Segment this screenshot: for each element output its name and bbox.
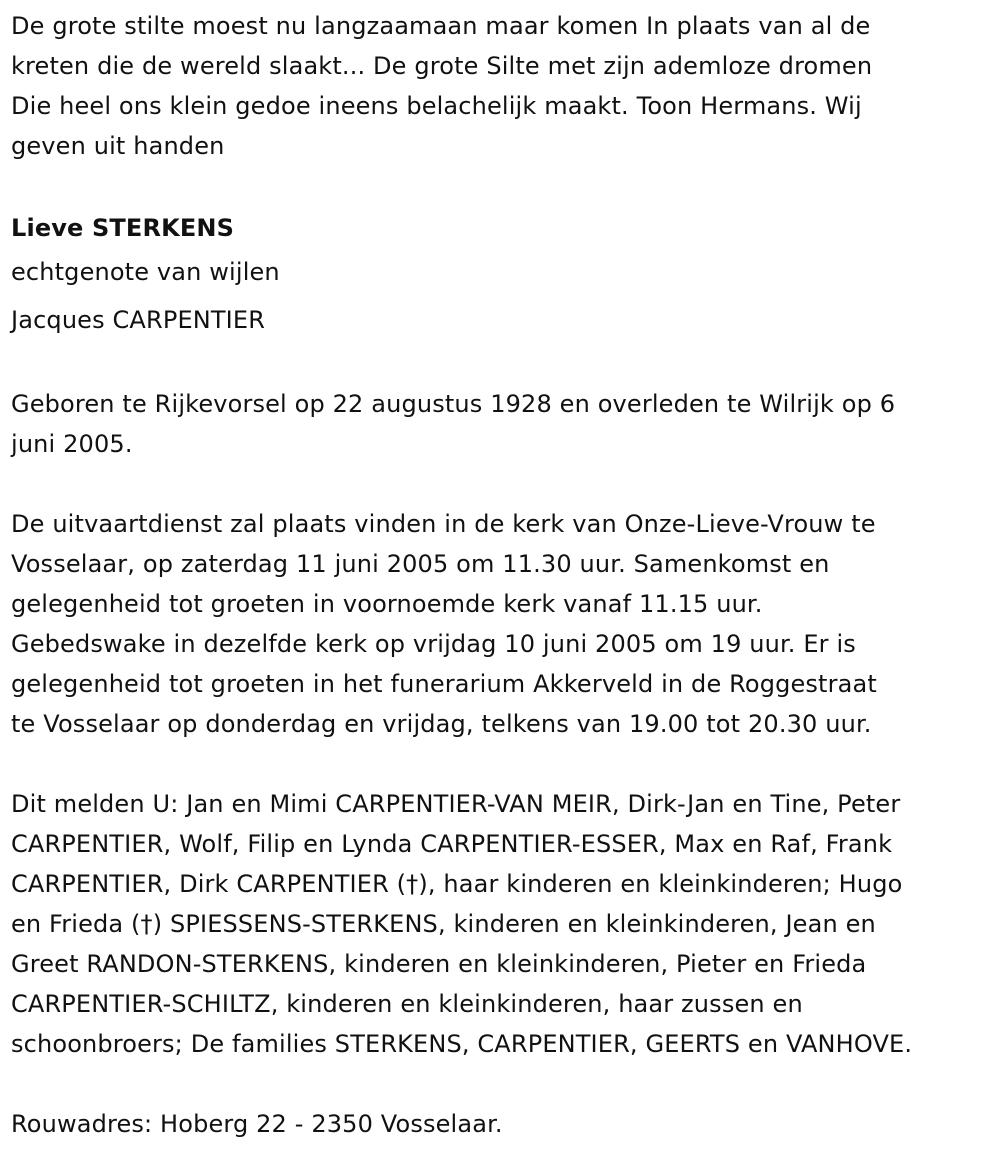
paragraph-line: Geboren te Rijkevorsel op 22 augustus 1928 en overleden te Wilrijk op 6 xyxy=(11,390,896,418)
paragraph-line: gelegenheid tot groeten in voornoemde kerk vanaf 11.15 uur. xyxy=(11,590,763,618)
paragraph-line: te Vosselaar op donderdag en vrijdag, telkens van 19.00 tot 20.30 uur. xyxy=(11,710,872,738)
paragraph-line: gelegenheid tot groeten in het funerarium Akkerveld in de Roggestraat xyxy=(11,670,877,698)
intro-poem xyxy=(11,6,991,166)
intro-line: De grote stilte moest nu langzaamaan maar komen In plaats van al de xyxy=(11,12,871,40)
birth-death-paragraph xyxy=(11,384,991,464)
spacer xyxy=(11,464,991,504)
paragraph-line: Gebedswake in dezelfde kerk op vrijdag 10 juni 2005 om 19 uur. Er is xyxy=(11,630,856,658)
paragraph-line: CARPENTIER-SCHILTZ, kinderen en kleinkinderen, haar zussen en xyxy=(11,990,803,1018)
mourning-address: Rouwadres: Hoberg 22 - 2350 Vosselaar. xyxy=(11,1110,503,1138)
spacer xyxy=(11,166,991,206)
family-paragraph xyxy=(11,784,991,1064)
paragraph-line: juni 2005. xyxy=(11,430,133,458)
spacer xyxy=(11,744,991,784)
paragraph-line: Dit melden U: Jan en Mimi CARPENTIER-VAN MEIR, Dirk-Jan en Tine, Peter xyxy=(11,790,901,818)
paragraph-line: De uitvaartdienst zal plaats vinden in de kerk van Onze-Lieve-Vrouw te xyxy=(11,510,876,538)
spouse-relation: echtgenote van wijlen xyxy=(11,258,280,286)
paragraph-line: en Frieda (†) SPIESSENS-STERKENS, kinderen en kleinkinderen, Jean en xyxy=(11,910,876,938)
paragraph-line: CARPENTIER, Dirk CARPENTIER (†), haar kinderen en kleinkinderen; Hugo xyxy=(11,870,903,898)
paragraph-line: CARPENTIER, Wolf, Filip en Lynda CARPENTIER-ESSER, Max en Raf, Frank xyxy=(11,830,893,858)
spacer xyxy=(11,1064,991,1104)
paragraph-line: schoonbroers; De families STERKENS, CARPENTIER, GEERTS en VANHOVE. xyxy=(11,1030,913,1058)
intro-line: geven uit handen xyxy=(11,132,225,160)
spouse-name: Jacques CARPENTIER xyxy=(11,306,266,334)
paragraph-line: Vosselaar, op zaterdag 11 juni 2005 om 11.30 uur. Samenkomst en xyxy=(11,550,830,578)
paragraph-line: Greet RANDON-STERKENS, kinderen en kleinkinderen, Pieter en Frieda xyxy=(11,950,867,978)
intro-line: kreten die de wereld slaakt... De grote Silte met zijn ademloze dromen xyxy=(11,52,873,80)
spacer xyxy=(11,344,991,384)
deceased-name: Lieve STERKENS xyxy=(11,214,235,242)
intro-line: Die heel ons klein gedoe ineens belachelijk maakt. Toon Hermans. Wij xyxy=(11,92,862,120)
obituary-document xyxy=(11,6,991,1144)
funeral-paragraph xyxy=(11,504,991,744)
